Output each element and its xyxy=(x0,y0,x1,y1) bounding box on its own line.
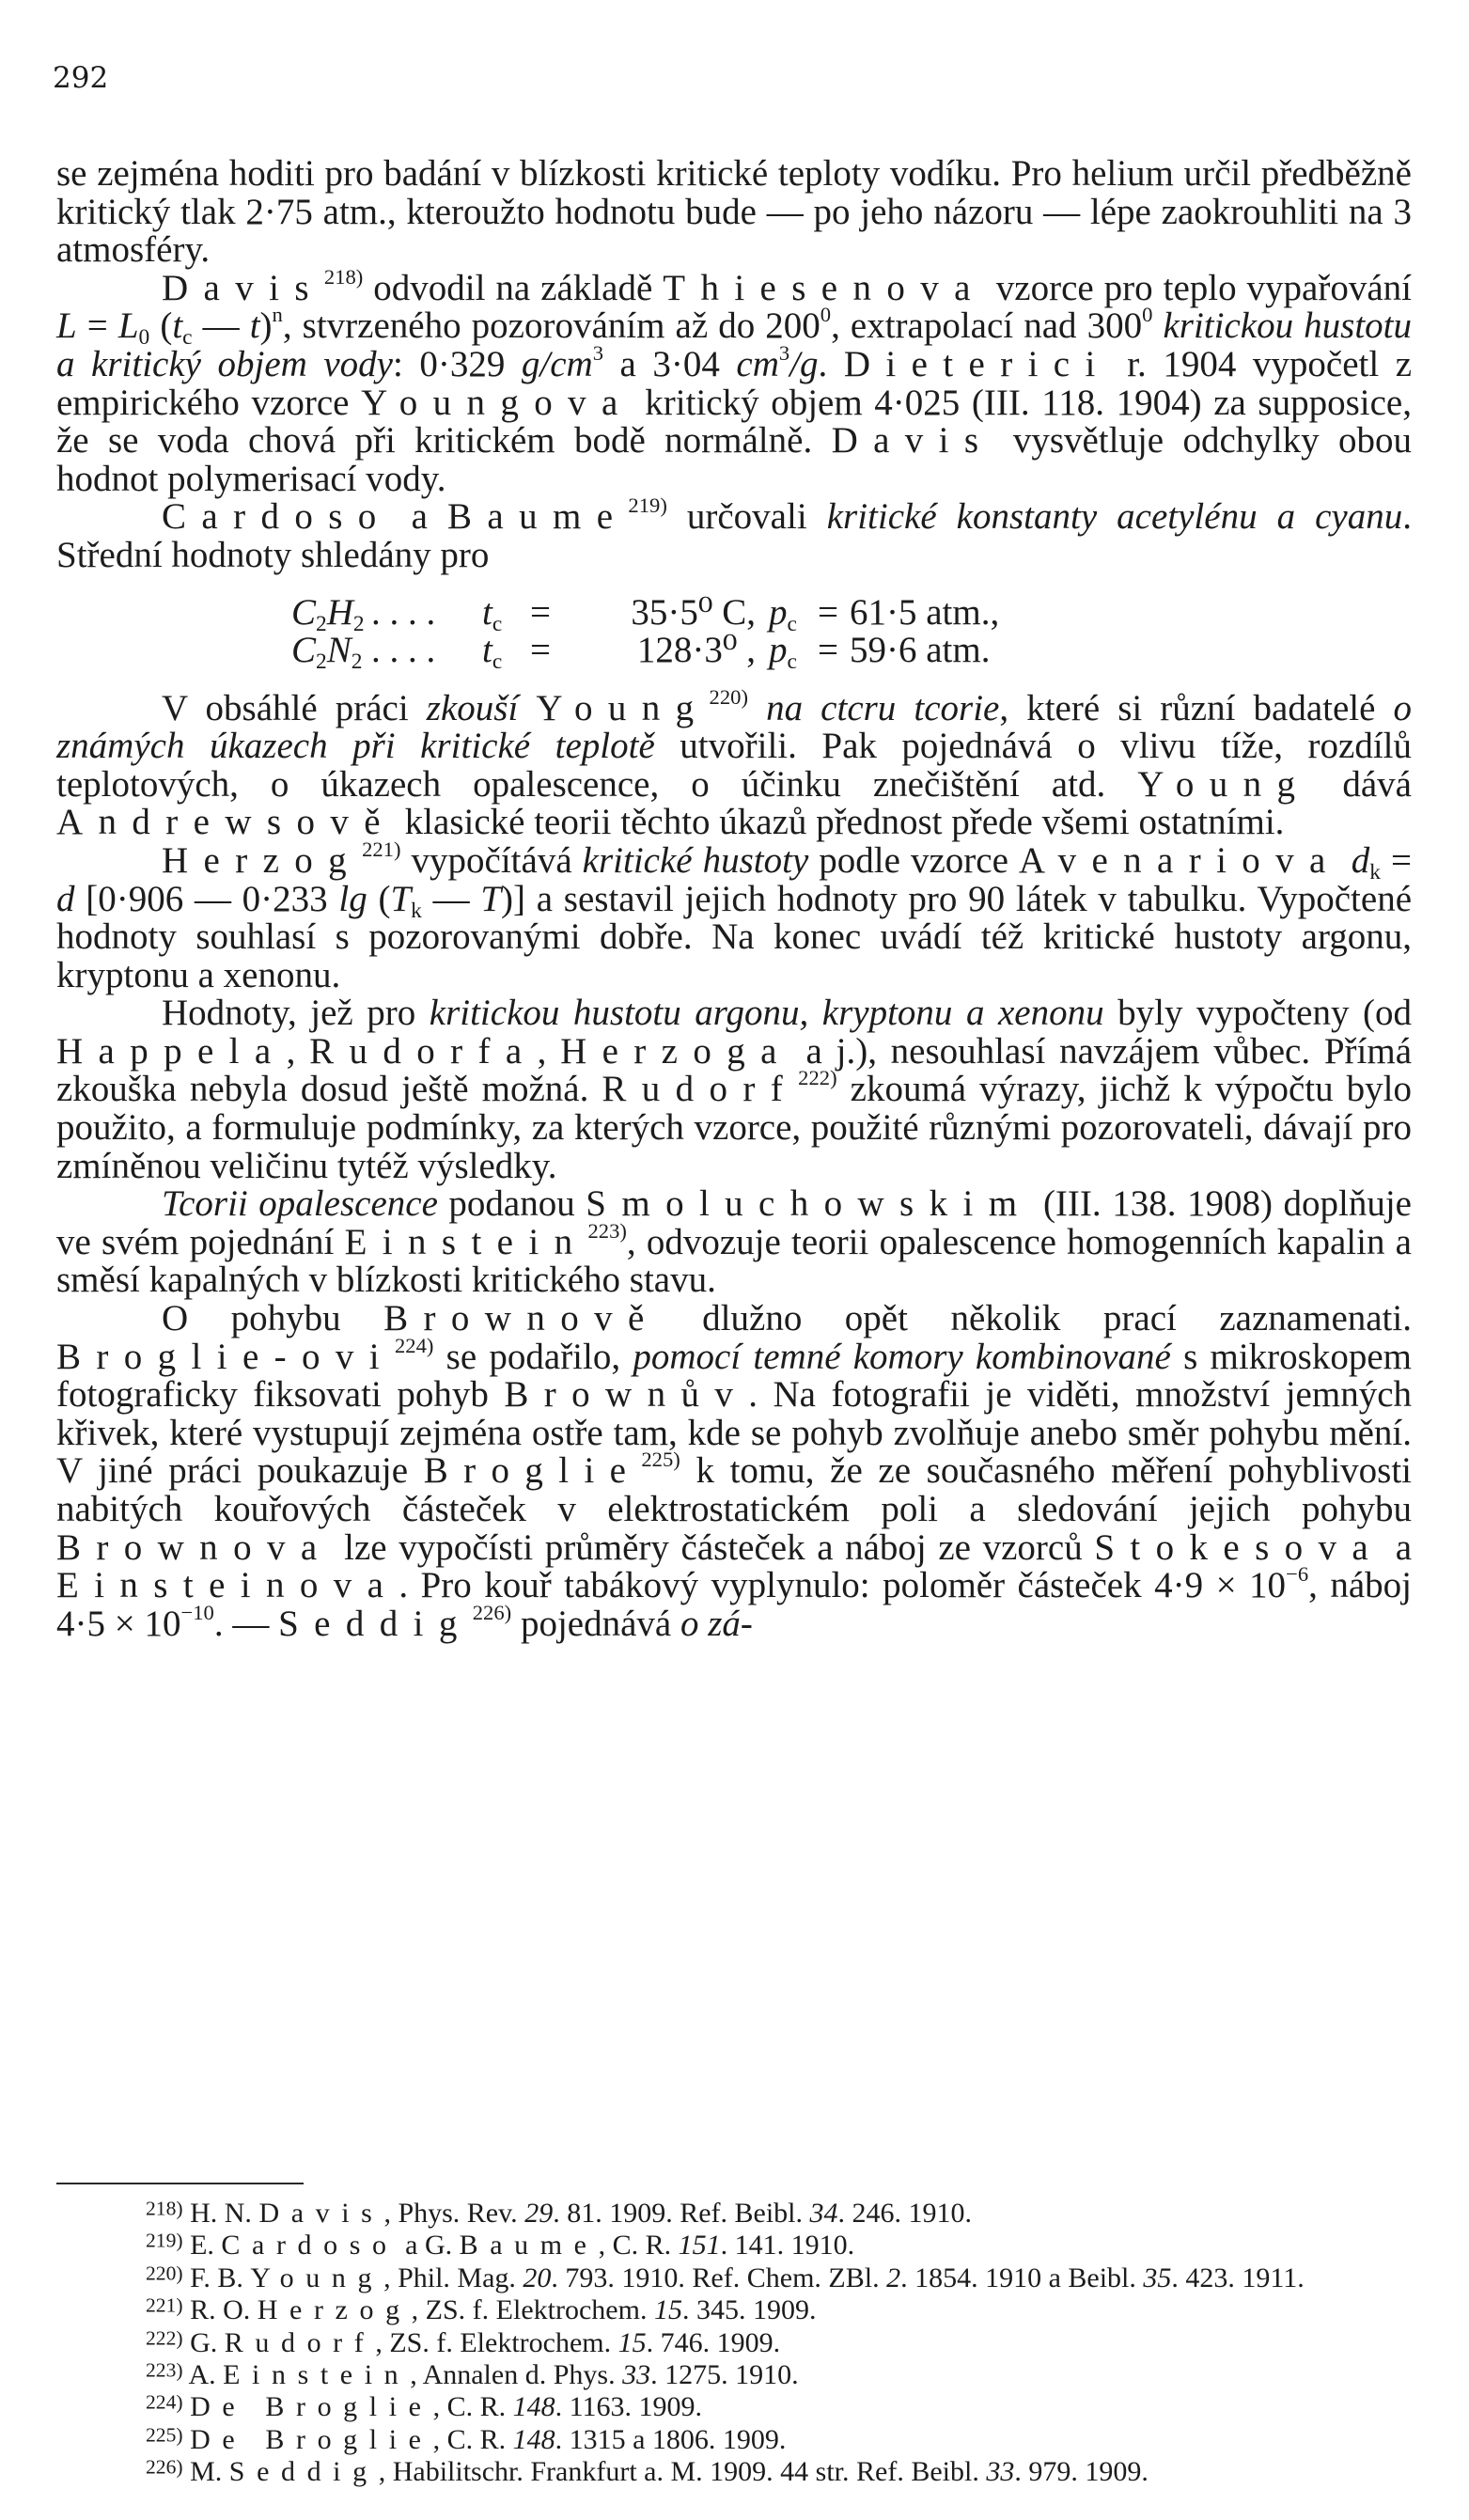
reference-mark: 220) xyxy=(709,684,748,709)
spaced-name: Brownův xyxy=(504,1374,749,1416)
spaced-name: Davis xyxy=(831,420,994,462)
paragraph xyxy=(56,1185,1412,1300)
reference-mark: 219) xyxy=(628,493,667,518)
spaced-name: Andrewsově xyxy=(56,802,396,843)
text-run: 15 xyxy=(653,2294,682,2326)
symbol-letter: t xyxy=(482,591,492,633)
text-run: zkouší xyxy=(426,687,519,728)
symbol-subscript: c xyxy=(787,649,797,674)
text-run: 20 xyxy=(523,2262,552,2293)
formula-block xyxy=(291,591,1412,674)
reference-mark: 3 xyxy=(592,341,603,366)
text-run: t xyxy=(249,305,260,347)
text-run: ) xyxy=(259,305,273,347)
spaced-name: Stokesova xyxy=(1094,1526,1384,1568)
symbol-subscript: c xyxy=(492,649,503,674)
text-run: . 81. 1909. Ref. Beibl. xyxy=(553,2198,810,2229)
text-run: , xyxy=(537,1030,561,1072)
reference-mark: 0 xyxy=(820,303,832,327)
text-run: M. xyxy=(182,2456,229,2488)
text-run: dlužno opět několik prací zaznamenati. xyxy=(659,1298,1412,1339)
text-run: byly vypočteny (od xyxy=(1103,993,1412,1034)
text-run: 33 xyxy=(986,2456,1015,2488)
text-run: E. xyxy=(182,2230,222,2262)
formula-cell: 128·3⁰ , xyxy=(636,629,756,670)
text-run: A. xyxy=(182,2359,224,2391)
text-run: N xyxy=(326,629,352,670)
text-run: . 423. 1911. xyxy=(1171,2262,1305,2293)
text-run: kritický objem 4·025 (III. 118. 1904) za supposice, že se voda chová při kritickém bodě normálně. xyxy=(56,382,1412,462)
spaced-name: Davis xyxy=(162,267,324,308)
reference-mark: 224) xyxy=(146,2390,183,2414)
text-run: zkoumá výrazy, jichž k výpočtu bylo použito, a formuluje podmínky, za kterých vzorce, použité různými pozorovateli, dávají pro zmíněnou veličinu tytéž výsledky. xyxy=(56,1069,1412,1186)
text-run: a xyxy=(1383,1526,1412,1568)
text-run: T xyxy=(480,878,502,919)
text-run: 2 xyxy=(316,611,327,636)
reference-mark: 219) xyxy=(146,2229,183,2252)
footnote xyxy=(56,2424,1412,2456)
text-run: , ZS. f. Elektrochem. xyxy=(411,2294,654,2326)
paragraph xyxy=(56,493,1412,575)
text-run: [0·906 — 0·233 xyxy=(74,878,339,919)
spaced-name: Youngova xyxy=(361,382,633,423)
formula-cell: = xyxy=(818,591,838,633)
text-run: pomocí temné komory kombinované xyxy=(633,1336,1171,1377)
text-run: T xyxy=(390,878,412,919)
text-run: G. xyxy=(182,2326,225,2358)
text-run: , ZS. f. Elektrochem. xyxy=(375,2326,618,2358)
reference-mark: 225) xyxy=(146,2423,183,2447)
text-run: . Střední hodnoty shledány pro xyxy=(56,496,1412,575)
text-run: 15 xyxy=(617,2326,647,2358)
spaced-name: Thiesenova xyxy=(663,267,986,308)
spaced-name: Broglie-ovi xyxy=(56,1336,395,1377)
text-run: 2 xyxy=(352,611,365,636)
reference-mark: n xyxy=(272,303,283,327)
text-run: dává xyxy=(1310,763,1412,805)
text-run: podle vzorce xyxy=(808,839,1019,881)
text-run: vypočítává xyxy=(400,839,583,881)
text-run xyxy=(1341,840,1352,881)
text-run: H. N. xyxy=(182,2198,259,2229)
text-run: . xyxy=(818,343,844,384)
text-run: O pohybu xyxy=(162,1298,384,1339)
text-run: Hodnoty, jež pro xyxy=(162,993,430,1034)
formula-cell: = xyxy=(530,629,551,670)
text-run: , Habilitschr. Frankfurt a. M. 1909. 44 str. Ref. Beibl. xyxy=(378,2456,987,2488)
text-run: 2 xyxy=(316,649,327,674)
spaced-name: Avenariova xyxy=(1018,839,1341,881)
footnote xyxy=(56,2262,1412,2294)
text-run: o známých úkazech při kritické teplotě xyxy=(56,687,1413,767)
reference-mark: 222) xyxy=(798,1066,837,1090)
spaced-name: Rudorfa xyxy=(309,1030,538,1072)
text-run xyxy=(183,2391,191,2422)
text-run: . 793. 1910. Ref. Chem. ZBl. xyxy=(551,2262,887,2293)
text-run: , náboj 4·5 × 10 xyxy=(56,1565,1413,1644)
text-run: d xyxy=(56,878,75,919)
reference-mark: 225) xyxy=(641,1448,680,1472)
footnote xyxy=(56,2198,1412,2230)
text-run: , C. R. xyxy=(432,2423,513,2455)
spaced-name: Seddig xyxy=(278,1603,473,1644)
reference-mark: 223) xyxy=(587,1218,627,1243)
text-run: : 0·329 xyxy=(392,343,522,384)
paragraphs-after xyxy=(56,684,1413,1644)
symbol-subscript: c xyxy=(787,611,797,636)
text-run: a j.), nesouhlasí navzájem vůbec. Přímá zkouška nebyla dosud ještě možná. xyxy=(56,1030,1413,1110)
text-run: H xyxy=(326,591,353,633)
text-run: k xyxy=(411,898,422,923)
text-run: . 246. 1910. xyxy=(837,2198,972,2229)
spaced-name: Einsteinova xyxy=(56,1565,399,1606)
text-run: . 1163. 1909. xyxy=(555,2391,702,2423)
text-run: a xyxy=(391,496,448,538)
text-run: . — xyxy=(213,1603,279,1644)
footnote xyxy=(56,2230,1412,2262)
text-run: . 345. 1909. xyxy=(681,2294,817,2326)
spaced-name: Herzog xyxy=(257,2294,412,2326)
spaced-name: Brownově xyxy=(383,1298,660,1339)
spaced-name: Einstein xyxy=(344,1221,588,1262)
compound-formula xyxy=(291,591,371,636)
text-run: o zá- xyxy=(680,1603,753,1644)
paragraph xyxy=(56,1300,1412,1643)
reference-mark: 221) xyxy=(362,837,401,861)
paragraph xyxy=(56,264,1413,499)
text-run: L xyxy=(117,305,139,347)
text-run: podanou xyxy=(437,1183,586,1225)
reference-mark: 220) xyxy=(146,2262,183,2285)
spaced-name: Cardoso xyxy=(162,496,392,538)
text-run: určovali xyxy=(666,496,827,538)
reference-mark: 223) xyxy=(146,2358,183,2382)
formula-row xyxy=(291,629,1412,674)
spaced-name: De Broglie xyxy=(190,2391,433,2423)
text-run: F. B. xyxy=(182,2262,251,2293)
spaced-name: Broglie xyxy=(423,1450,642,1492)
text-run xyxy=(748,688,766,728)
text-run: , stvrzeného pozorováním až do 200 xyxy=(282,305,820,347)
formula-cell: . . . . xyxy=(371,591,436,633)
formula-symbol xyxy=(769,629,806,674)
spaced-name: Young xyxy=(250,2262,384,2293)
text-run: , C. R. xyxy=(598,2230,679,2262)
text-run xyxy=(1152,305,1163,346)
reference-mark: 226) xyxy=(472,1600,512,1624)
formula-row xyxy=(291,591,1412,636)
footnote xyxy=(56,2456,1412,2488)
text-run: L xyxy=(56,305,77,347)
text-run: , xyxy=(286,1030,310,1072)
formula-symbol xyxy=(482,629,518,674)
reference-mark: 226) xyxy=(146,2455,183,2479)
symbol-subscript: c xyxy=(492,611,503,636)
text-run: kritickou hustotu a kritický objem vody xyxy=(56,305,1412,384)
text-run: . 979. 1909. xyxy=(1014,2456,1149,2488)
compound-formula xyxy=(291,629,371,674)
text-run: pojednává xyxy=(511,1603,680,1644)
text-run: )] a sestavil jejich hodnoty pro 90 látek v tabulku. Vypočtené hodnoty souhlasí s pozorovanými dobře. Na konec uvádí též kritické hustoty argonu, kryptonu a xenonu. xyxy=(56,878,1413,995)
text-run: 34 xyxy=(809,2198,838,2229)
formula-cell: 59·6 atm. xyxy=(850,629,991,670)
spaced-name: Baume xyxy=(447,496,629,538)
text-run: utvořili. Pak pojednává o vlivu tíže, rozdílů teplotových, o úkazech opalescence, o účinku znečištění atd. xyxy=(56,726,1412,805)
spaced-name: Happela xyxy=(56,1030,287,1072)
symbol-letter: p xyxy=(769,629,788,670)
reference-mark: −6 xyxy=(1286,1562,1309,1587)
spaced-name: Herzog xyxy=(162,839,363,881)
reference-mark: 218) xyxy=(323,264,364,289)
paragraph xyxy=(56,837,1413,995)
reference-mark: −10 xyxy=(180,1600,214,1624)
text-run: g/cm xyxy=(521,343,593,384)
page-number: 292 xyxy=(53,61,109,95)
body-text xyxy=(56,155,1412,1643)
spaced-name: De Broglie xyxy=(190,2423,433,2455)
text-run: — xyxy=(421,878,481,919)
text-run: 0 xyxy=(138,325,150,351)
text-run: C xyxy=(291,591,317,633)
text-run: ( xyxy=(149,305,173,347)
formula-cell: 35·5⁰ C, xyxy=(631,591,756,633)
text-run: 29 xyxy=(524,2198,554,2229)
text-run: . 1854. 1910 a Beibl. xyxy=(900,2262,1144,2293)
text-run: se podařilo, xyxy=(433,1336,633,1377)
text-run: klasické teorii těchto úkazů přednost přede všemi ostatními. xyxy=(395,802,1285,843)
text-run: Tcorii opalescence xyxy=(162,1183,438,1225)
text-run: cm xyxy=(736,343,779,384)
text-run: . Na fotografii je viděti, množství jemných křivek, které vystupují zejména ostře tam, kde se pohyb zvolňuje anebo směr pohybu mění. V jiné práci poukazuje xyxy=(56,1374,1413,1492)
text-run: t xyxy=(172,305,183,347)
spaced-name: Rudorf xyxy=(224,2326,376,2358)
text-run: , odvozuje teorii opalescence homogenních kapalin a směsí kapalných v blízkosti kritického stavu. xyxy=(56,1221,1412,1301)
text-run: 148 xyxy=(512,2391,555,2423)
spaced-name: Davis xyxy=(258,2198,384,2229)
text-run: vysvětluje odchylky obou hodnot polymerisací vody. xyxy=(56,420,1412,499)
paragraph xyxy=(56,684,1413,843)
spaced-name: Herzoga xyxy=(560,1030,792,1072)
formula-symbol xyxy=(769,591,806,636)
paragraphs-before xyxy=(56,155,1412,575)
text-run: = xyxy=(1380,839,1413,881)
spaced-name: Young xyxy=(536,687,710,728)
footnote-divider xyxy=(56,2183,304,2184)
footnote xyxy=(56,2359,1412,2391)
text-run: s mikroskopem fotograficky fiksovati pohyb xyxy=(56,1336,1412,1416)
reference-mark: 0 xyxy=(1142,303,1153,327)
text-run: a 3·04 xyxy=(603,343,737,384)
text-run: 33 xyxy=(622,2359,651,2391)
paragraph xyxy=(56,155,1412,270)
text-run: 148 xyxy=(512,2423,555,2455)
footnote xyxy=(56,2294,1412,2326)
text-run: 35 xyxy=(1143,2262,1172,2293)
text-run: ( xyxy=(367,878,391,919)
spaced-name: Rudorf xyxy=(602,1069,799,1110)
formula-cell: 61·5 atm., xyxy=(850,591,1000,633)
spaced-name: Young xyxy=(1137,763,1311,805)
spaced-name: Smoluchowskim xyxy=(586,1183,1033,1225)
text-run: k tomu, že ze současného měření pohyblivosti nabitých kouřových částeček v elektrostatickém poli a sledování jejich pohybu xyxy=(56,1450,1413,1529)
text-run: R. O. xyxy=(182,2294,258,2326)
text-run: . Pro kouř tabákový vyplynulo: poloměr částeček 4·9 × 10 xyxy=(399,1565,1287,1606)
text-run: na ctcru tcorie xyxy=(766,687,1000,728)
spaced-name: Seddig xyxy=(228,2456,379,2488)
text-run: vzorce pro teplo vypařování xyxy=(985,267,1412,308)
text-run: . 1315 a 1806. 1909. xyxy=(555,2423,787,2455)
text-run: kritické konstanty acetylénu a cyanu xyxy=(826,496,1403,538)
footnote xyxy=(56,2327,1412,2359)
spaced-name: Brownova xyxy=(56,1526,333,1568)
text-run: a G. xyxy=(398,2230,460,2262)
text-run: — xyxy=(192,305,250,347)
text-run: 2 xyxy=(886,2262,901,2293)
formula-cell: = xyxy=(530,591,551,633)
text-run: . 746. 1909. xyxy=(646,2326,781,2358)
text-run: /g xyxy=(789,343,819,384)
text-run xyxy=(183,2424,191,2455)
symbol-letter: t xyxy=(482,629,492,670)
formula-cell: = xyxy=(818,629,838,670)
spaced-name: Einstein xyxy=(223,2359,411,2391)
paragraph xyxy=(56,994,1412,1185)
footnote xyxy=(56,2391,1412,2423)
reference-mark: 222) xyxy=(146,2326,183,2350)
reference-mark: 224) xyxy=(394,1333,434,1357)
text-run: C xyxy=(291,629,317,670)
text-run: r. 1904 vypočetl z empirického vzorce xyxy=(56,343,1413,423)
text-run: odvodil na základě xyxy=(363,267,664,308)
text-run: kritickou hustotu argonu, kryptonu a xenonu xyxy=(429,993,1104,1034)
formula-symbol xyxy=(482,591,518,636)
text-run: c xyxy=(182,325,193,351)
text-run: , Phil. Mag. xyxy=(383,2262,524,2293)
spaced-name: Cardoso xyxy=(221,2230,399,2262)
text-run: lze vypočísti průměry částeček a náboj ze vzorců xyxy=(332,1526,1095,1568)
symbol-letter: p xyxy=(769,591,788,633)
reference-mark: 221) xyxy=(146,2293,183,2317)
text-run: , C. R. xyxy=(432,2391,513,2423)
text-run: 151 xyxy=(678,2230,721,2262)
footnotes xyxy=(56,2198,1412,2489)
text-run: . 141. 1910. xyxy=(720,2230,855,2262)
text-run: , extrapolací nad 300 xyxy=(831,305,1143,347)
reference-mark: 218) xyxy=(146,2197,183,2220)
reference-mark: 3 xyxy=(778,341,790,366)
text-run: (III. 138. 1908) doplňuje ve svém pojednání xyxy=(56,1183,1412,1262)
text-run: V obsáhlé práci xyxy=(162,687,427,728)
text-run: , které si různí badatelé xyxy=(999,687,1394,728)
text-run: k xyxy=(1369,859,1381,884)
text-run: , Phys. Rev. xyxy=(383,2198,525,2229)
text-run: lg xyxy=(338,878,367,919)
spaced-name: Dieterici xyxy=(843,343,1111,384)
text-run: d xyxy=(1351,839,1370,881)
text-run: , Annalen d. Phys. xyxy=(410,2359,623,2391)
text-run: . 1275. 1910. xyxy=(650,2359,799,2391)
text-run: = xyxy=(76,305,118,347)
spaced-name: Baume xyxy=(459,2230,599,2262)
text-run xyxy=(518,688,536,728)
text-run: kritické hustoty xyxy=(582,839,809,881)
formula-cell: . . . . xyxy=(371,629,436,670)
text-run: 2 xyxy=(351,649,363,674)
text-run: se zejména hoditi pro badání v blízkosti kritické teploty vodíku. Pro helium určil předběžně kritický tlak 2·75 atm., kteroužto hodnotu bude — po jeho názoru — lépe zaokrouhliti na 3 atmosféry. xyxy=(56,153,1412,271)
